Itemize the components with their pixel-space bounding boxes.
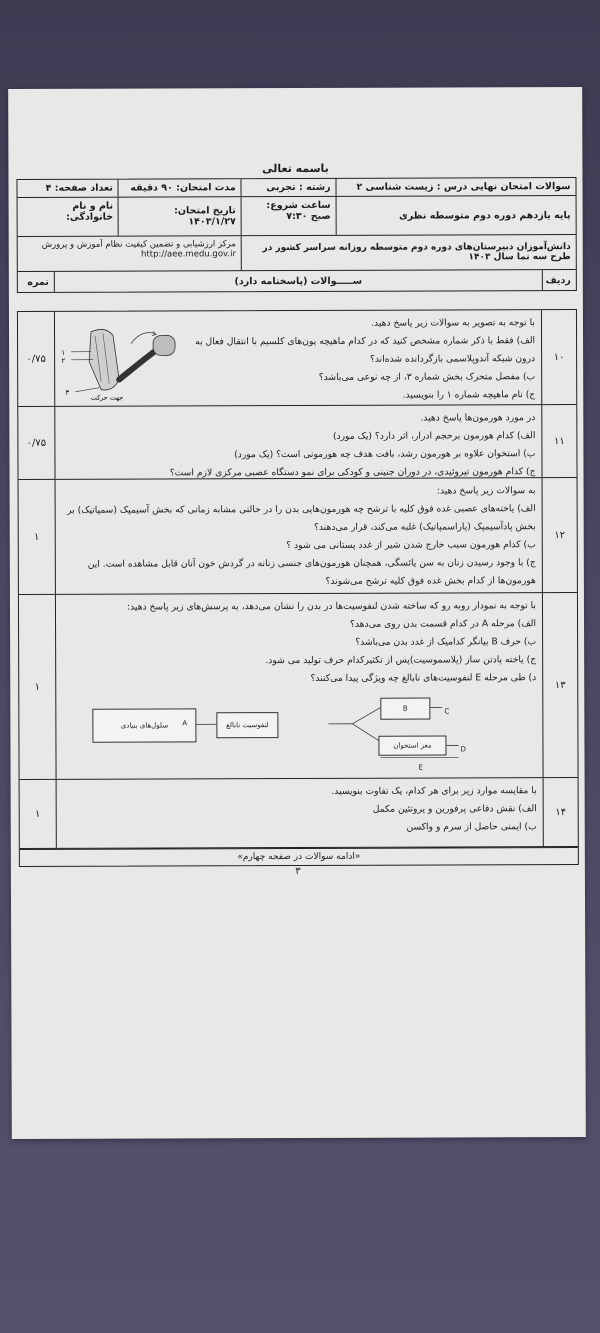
arm-muscle-figure — [61, 321, 181, 401]
question-line: ب) حرف B بیانگر کدامیک از غدد بدن می‌باشد؟ — [355, 636, 537, 648]
question-body — [55, 405, 541, 479]
question-line: ج) یاخته پادتن ساز (پلاسموسیت)پس از تکثیرکدام حرف تولید می شود. — [265, 654, 537, 667]
question-line: الف) فقط با ذکر شماره مشخص کنید که در کدام ماهیچه یون‌های کلسیم با انتقال فعال به — [195, 335, 536, 348]
question-score: ۱ — [19, 595, 57, 779]
question-score: ۱ — [20, 780, 57, 848]
question-line: ب) مفصل متحرک بخش شماره ۳، از چه نوعی می‌باشد؟ — [318, 371, 536, 383]
question-11 — [18, 405, 576, 480]
question-line: الف) کدام هورمون برحجم ادرار، اثر دارد؟ (یک مورد) — [332, 430, 536, 442]
figure-label-1: ۱ — [61, 348, 66, 357]
continue-note: «ادامه سوالات در صفحه چهارم» — [20, 847, 578, 866]
start-time-block — [241, 197, 336, 235]
question-line: الف) نقش دفاعی پرفورین و پروتئین مکمل — [372, 803, 537, 815]
question-line: در مورد هورمون‌ها پاسخ دهید. — [420, 412, 536, 424]
question-line: ج) نام ماهیچه شماره ۱ را بنویسید. — [402, 389, 536, 401]
basmala: باسمه تعالی — [262, 161, 329, 176]
center-block — [18, 236, 241, 271]
question-number: ۱۲ — [542, 478, 577, 592]
question-line: الف) مرحله A در کدام قسمت بدن روی می‌دهد؟ — [349, 618, 537, 630]
question-line: هورمون‌ها از کدام بخش غده فوق کلیه ترشح می‌شوند؟ — [325, 575, 536, 587]
question-line: با توجه به تصویر به سوالات زیر پاسخ دهید. — [371, 317, 536, 329]
page-number: ۳ — [295, 865, 301, 878]
question-line: به سوالات زیر پاسخ دهید: — [436, 485, 536, 497]
lymphocyte-diagram — [62, 695, 536, 777]
label-c: C — [444, 707, 450, 716]
question-14 — [20, 778, 578, 849]
question-body — [57, 778, 543, 848]
question-number: ۱۱ — [541, 405, 576, 477]
figure-caption: جهت حرکت — [90, 393, 124, 402]
question-line: ج) با وجود رسیدن زنان به سن یائسگی، همچنان هورمون‌های جنسی زنانه در گردش خون آنان قابل مشاهده است. این — [87, 557, 536, 570]
label-a: A — [182, 719, 188, 728]
question-body — [55, 310, 541, 406]
question-line: درون شبکه آندوپلاسمی بازگردانده شده‌اند؟ — [369, 353, 536, 365]
website: http://aee.medu.gov.ir — [140, 249, 236, 260]
student-name: نام و نام خانوادگی: — [66, 200, 114, 223]
figure-label-3: ۳ — [65, 388, 70, 397]
page-count: تعداد صفحه: ۴ — [45, 182, 113, 194]
duration: مدت امتحان: ۹۰ دقیقه — [118, 179, 241, 196]
question-line: ب) استخوان علاوه بر هورمون رشد، بافت هدف چه هورمونی است؟ (یک مورد) — [234, 448, 536, 461]
question-number: ۱۰ — [541, 310, 576, 404]
label-d: D — [460, 745, 466, 754]
exam-sheet — [8, 87, 586, 1139]
question-score: ۰/۷۵ — [18, 312, 55, 406]
exam-date: تاریخ امتحان: ۱۴۰۳/۱/۲۷ — [118, 197, 241, 235]
center-name: مرکز ارزشیابی و تضمین کیفیت نظام آموزش و پرورش — [41, 239, 236, 250]
question-line: با توجه به نمودار روبه رو که ساخته شدن لنفوسیت‌ها در بدن را نشان می‌دهد، به پرسش‌های زیر پاسخ دهید: — [126, 600, 536, 613]
questions-table — [17, 309, 579, 867]
question-body — [56, 593, 543, 779]
question-line: ب) ایمنی حاصل از سرم و واکسن — [406, 821, 537, 833]
exam-header — [16, 177, 576, 293]
audience: دانش‌آموزان دبیرستان‌های دوره دوم متوسطه روزانه سراسر کشور در طرح سه نما سال ۱۴۰۳ — [241, 235, 576, 270]
question-score: ۰/۷۵ — [18, 407, 55, 479]
stem-cells-box: سلول‌های بنیادی — [92, 708, 196, 742]
exam-title: سوالات امتحان نهایی درس : زیست شناسی ۲ — [336, 178, 576, 196]
col-row: ردیف — [542, 270, 576, 290]
start-time: صبح ۷:۳۰ — [286, 210, 331, 223]
start-label: ساعت شروع: — [266, 199, 331, 212]
figure-label-2: ۲ — [61, 356, 66, 365]
label-e: E — [418, 763, 423, 772]
col-score: نمره — [27, 276, 49, 288]
question-body — [56, 478, 542, 594]
question-12 — [19, 478, 577, 595]
question-number: ۱۳ — [542, 593, 578, 777]
box-b: B — [380, 698, 430, 720]
bone-marrow-box: مغز استخوان — [378, 735, 446, 755]
col-questions: ســـــوالات (پاسخنامه دارد) — [54, 270, 542, 292]
immature-lymphocyte-box: لنفوسیت نابالغ — [216, 712, 278, 738]
question-score: ۱ — [19, 480, 56, 594]
question-10 — [18, 310, 576, 407]
question-line: بخش پادآسیمپک (پاراسمپاتیک) غلبه می‌کند، قرار می‌دهند؟ — [314, 521, 536, 533]
grade: پایه یازدهم دوره دوم متوسطه نظری — [336, 196, 576, 235]
question-13 — [19, 593, 578, 780]
question-line: الف) یاخته‌های عصبی غده فوق کلیه با ترشح چه هورمون‌هایی بدن را در حالتی مشابه زمانی که بخش آسیمپک (سمپاتیک) بر — [67, 503, 536, 516]
field: رشته : تجربی — [241, 179, 336, 196]
question-line: ج) کدام هورمون تیروئیدی، در دوران جنینی و کودکی برای نمو دستگاه عصبی مرکزی لازم است؟ — [169, 466, 536, 479]
question-line: ب) کدام هورمون سبب خارج شدن شیر از غدد پستانی می شود ؟ — [286, 539, 536, 552]
question-line: د) طی مرحله E لنفوسیت‌های نابالغ چه ویژگی پیدا می‌کنند؟ — [310, 672, 537, 684]
question-number: ۱۴ — [543, 778, 578, 846]
question-line: با مقایسه موارد زیر برای هر کدام، یک تفاوت بنویسید. — [331, 785, 537, 797]
